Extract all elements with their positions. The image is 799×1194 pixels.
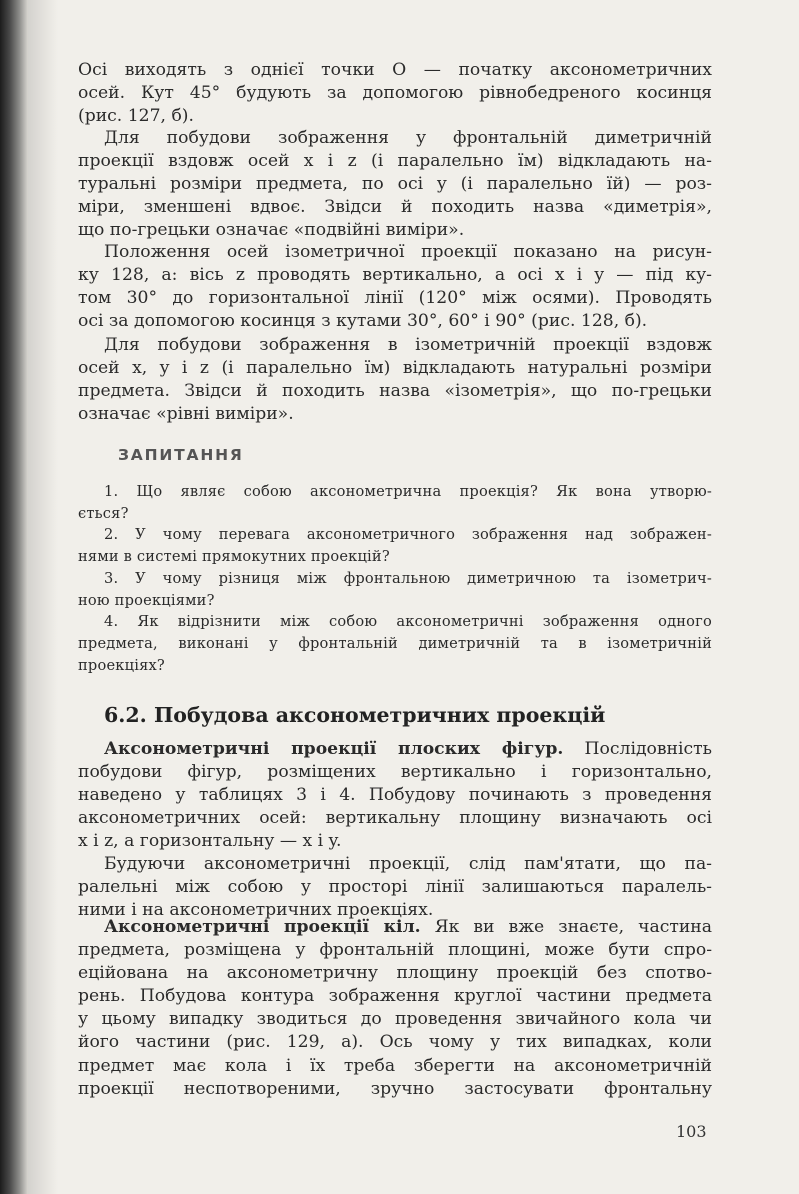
text-line: предмета, розміщена у фронтальній площині, може бути спро- (78, 940, 712, 961)
isometric-axes-paragraph (78, 241, 712, 333)
text-line: Будуючи аксонометричні проекції, слід пам'ятати, що па- (104, 854, 712, 874)
text-line: предмета. Звідси й походить назва «ізометрія», що по-грецьки (78, 381, 712, 402)
question-line: 1. Що являє собою аксонометрична проекція? Як вона утворю- (104, 483, 712, 500)
page-number: 103 (676, 1122, 707, 1141)
question-line: нями в системі прямокутних проекцій? (78, 548, 390, 566)
text-line: що по-грецьки означає «подвійні виміри». (78, 220, 465, 241)
question-item (78, 568, 712, 611)
text-line: осей. Кут 45° будують за допомогою рівнобедреного косинця (78, 83, 712, 104)
section-heading: 6.2. Побудова аксонометричних проекцій (104, 703, 606, 727)
text-line: (рис. 127, б). (78, 106, 194, 127)
text-line (78, 738, 712, 761)
text-line: його частини (рис. 129, а). Ось чому у тих випадках, коли (78, 1032, 712, 1053)
text-line: наведено у таблицях 3 і 4. Побудову починають з проведення (78, 785, 712, 806)
plane-figures-paragraph (78, 738, 712, 853)
text-line (78, 916, 712, 939)
text-line: осей x, y і z (і паралельно їм) відкладають натуральні розміри (78, 358, 712, 379)
questions-list (78, 481, 712, 676)
text-line: рень. Побудова контура зображення круглої частини предмета (78, 986, 712, 1007)
book-binding-shadow (0, 0, 28, 1194)
text-line: у цьому випадку зводиться до проведення звичайного кола чи (78, 1009, 712, 1030)
text-line: міри, зменшені вдвоє. Звідси й походить назва «диметрія», (78, 197, 712, 218)
text-line: ними і на аксонометричних проекціях. (78, 900, 434, 921)
text-line: предмет має кола і їх треба зберегти на аксонометричній (78, 1055, 712, 1076)
circles-paragraph (78, 916, 712, 1101)
intro-paragraph (78, 59, 712, 128)
text-line: x і z, а горизонтальну — x і y. (78, 831, 342, 852)
text-line: еційована на аксонометричну площину проекцій без спотво- (78, 963, 712, 984)
parallel-lines-paragraph (78, 853, 712, 922)
gutter-shade (28, 0, 58, 1194)
text-fragment: Послідовність (563, 739, 712, 759)
text-line: побудови фігур, розміщених вертикально і горизонтально, (78, 762, 712, 783)
question-line: ється? (78, 504, 129, 522)
text-line: Осі виходять з однієї точки O — початку аксонометричних (78, 60, 712, 80)
question-item (78, 524, 712, 567)
question-item (78, 481, 712, 524)
paragraph-lead: Аксонометричні проекції плоских фігур. (104, 739, 564, 759)
text-line: Для побудови зображення в ізометричній проекції вздовж (104, 335, 712, 355)
text-fragment: Як ви вже знаєте, частина (420, 917, 712, 937)
question-line: ною проекціями? (78, 591, 215, 609)
text-line: проекції неспотвореними, зручно застосувати фронтальну (78, 1078, 712, 1099)
questions-heading: ЗАПИТАННЯ (118, 446, 244, 464)
text-line: аксонометричних осей: вертикальну площину визначають осі (78, 808, 712, 829)
text-line: том 30° до горизонтальної лінії (120° між осями). Проводять (78, 288, 712, 309)
text-line: ку 128, а: вісь z проводять вертикально, а осі x і y — під ку- (78, 265, 712, 286)
isometric-construction-paragraph (78, 334, 712, 426)
text-line: осі за допомогою косинця з кутами 30°, 60° і 90° (рис. 128, б). (78, 311, 648, 332)
question-line: 2. У чому перевага аксонометричного зображення над зображен- (104, 526, 712, 544)
text-line: Положення осей ізометричної проекції показано на рисун- (104, 242, 712, 262)
paragraph-lead: Аксонометричні проекції кіл. (104, 917, 421, 937)
question-line: проекціях? (78, 656, 165, 674)
question-line: предмета, виконані у фронтальній диметричній та в ізометричній (78, 634, 712, 652)
text-line: означає «рівні виміри». (78, 404, 294, 425)
text-line: туральні розміри предмета, по осі y (і паралельно їй) — роз- (78, 174, 712, 195)
text-line: ралельні між собою у просторі лінії залишаються паралель- (78, 877, 712, 898)
question-line: 3. У чому різниця між фронтальною диметричною та ізометрич- (104, 569, 712, 587)
text-line: Для побудови зображення у фронтальній диметричній (104, 128, 712, 148)
question-line: 4. Як відрізнити між собою аксонометричні зображення одного (104, 613, 712, 631)
question-item (78, 611, 712, 676)
dimetric-paragraph (78, 127, 712, 242)
text-line: проекції вздовж осей x і z (і паралельно їм) відкладають на- (78, 151, 712, 172)
